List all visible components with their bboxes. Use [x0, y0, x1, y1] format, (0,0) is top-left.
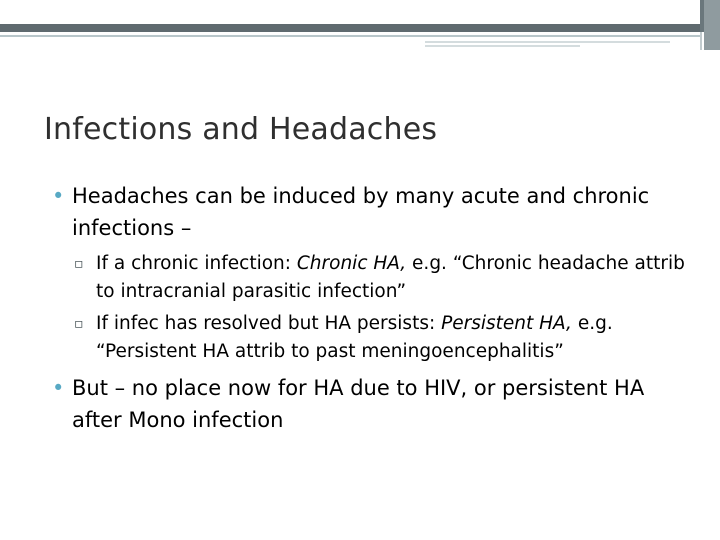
sub-bullet-group: [52, 250, 692, 366]
top-dark-bar: [0, 24, 700, 32]
bullet-icon: •: [52, 184, 65, 208]
slide-title: Infections and Headaches: [44, 112, 438, 147]
top-thin-line: [0, 35, 700, 37]
sub-bullet-text-post: e.g. “Persistent HA attrib to past meningoencephalitis”: [96, 313, 613, 362]
sub-bullet-text-pre: If a chronic infection:: [96, 253, 297, 274]
sub-bullet-text-pre: If infec has resolved but HA persists:: [96, 313, 442, 334]
sub-bullet-item-1: [52, 250, 692, 306]
top-band: [0, 0, 720, 24]
accent-line-lower: [425, 45, 580, 47]
sub-bullet-text-italic: Persistent HA,: [441, 313, 572, 334]
sub-bullet-icon: ▫: [74, 316, 84, 332]
accent-line-upper: [425, 41, 670, 43]
bullet-text: Headaches can be induced by many acute and chronic infections –: [72, 184, 650, 240]
sub-bullet-text-italic: Chronic HA,: [296, 253, 407, 274]
bullet-item-2: [52, 372, 692, 436]
corner-block: [704, 0, 720, 50]
bullet-icon: •: [52, 376, 65, 400]
sub-bullet-item-2: [52, 310, 692, 366]
bullet-text: But – no place now for HA due to HIV, or persistent HA after Mono infection: [72, 376, 645, 432]
sub-bullet-icon: ▫: [74, 256, 84, 272]
bullet-item-1: [52, 180, 692, 244]
slide-content: [52, 180, 692, 442]
sub-bullet-text-post: e.g. “Chronic headache attrib to intracranial parasitic infection”: [96, 253, 685, 302]
